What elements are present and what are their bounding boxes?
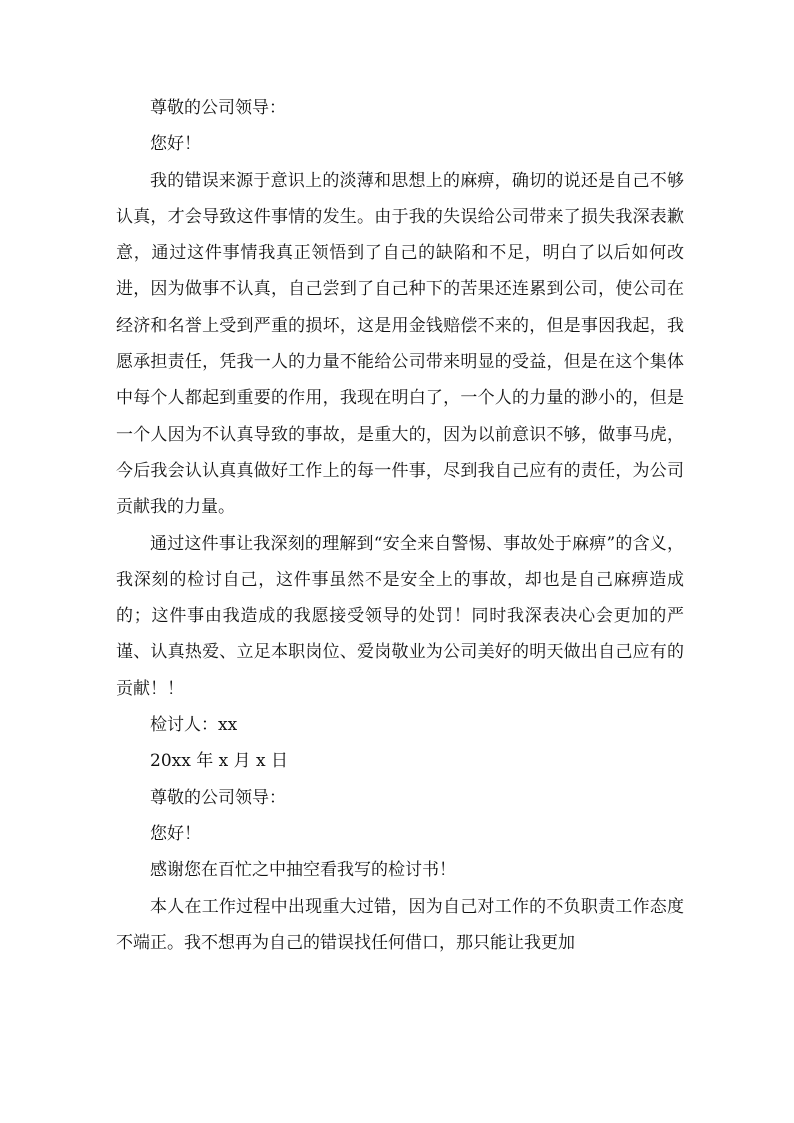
document-body: [116, 90, 684, 961]
signature-line: 检讨人：xx: [150, 715, 238, 736]
body-paragraph: 通过这件事让我深刻的理解到“安全来自警惕、事故处于麻痹”的含义，我深刻的检讨自己，这件事虽然不是安全上的事故，却也是自己麻痹造成的；这件事由我造成的我愿接受领导的处罚！同时我深表决心会更加的严谨、认真热爱、立足本职岗位、爱岗敬业为公司美好的明天做出自己应有的贡献！！: [116, 533, 684, 699]
body-paragraph: 本人在工作过程中出现重大过错，因为自己对工作的不负职责工作态度不端正。我不想再为自己的错误找任何借口，那只能让我更加: [116, 896, 684, 953]
date-line: 20xx 年 x 月 x 日: [150, 751, 289, 772]
greeting: 您好！: [150, 823, 201, 844]
salutation: 尊敬的公司领导：: [150, 787, 286, 808]
body-paragraph: 感谢您在百忙之中抽空看我写的检讨书！: [150, 860, 456, 881]
greeting: 您好！: [150, 134, 201, 155]
body-paragraph: 我的错误来源于意识上的淡薄和思想上的麻痹，确切的说还是自己不够认真，才会导致这件事情的发生。由于我的失误给公司带来了损失我深表歉意，通过这件事情我真正领悟到了自己的缺陷和不足，明白了以后如何改进，因为做事不认真，自己尝到了自己种下的苦果还连累到公司，使公司在经济和名誉上受到严重的损坏，这是用金钱赔偿不来的，但是事因我起，我愿承担责任，凭我一人的力量不能给公司带来明显的受益，但是在这个集体中每个人都起到重要的作用，我现在明白了，一个人的力量的渺小的，但是一个人因为不认真导致的事故，是重大的，因为以前意识不够，做事马虎，今后我会认认真真做好工作上的每一件事，尽到我自己应有的责任，为公司贡献我的力量。: [116, 170, 684, 518]
salutation: 尊敬的公司领导：: [150, 98, 286, 118]
